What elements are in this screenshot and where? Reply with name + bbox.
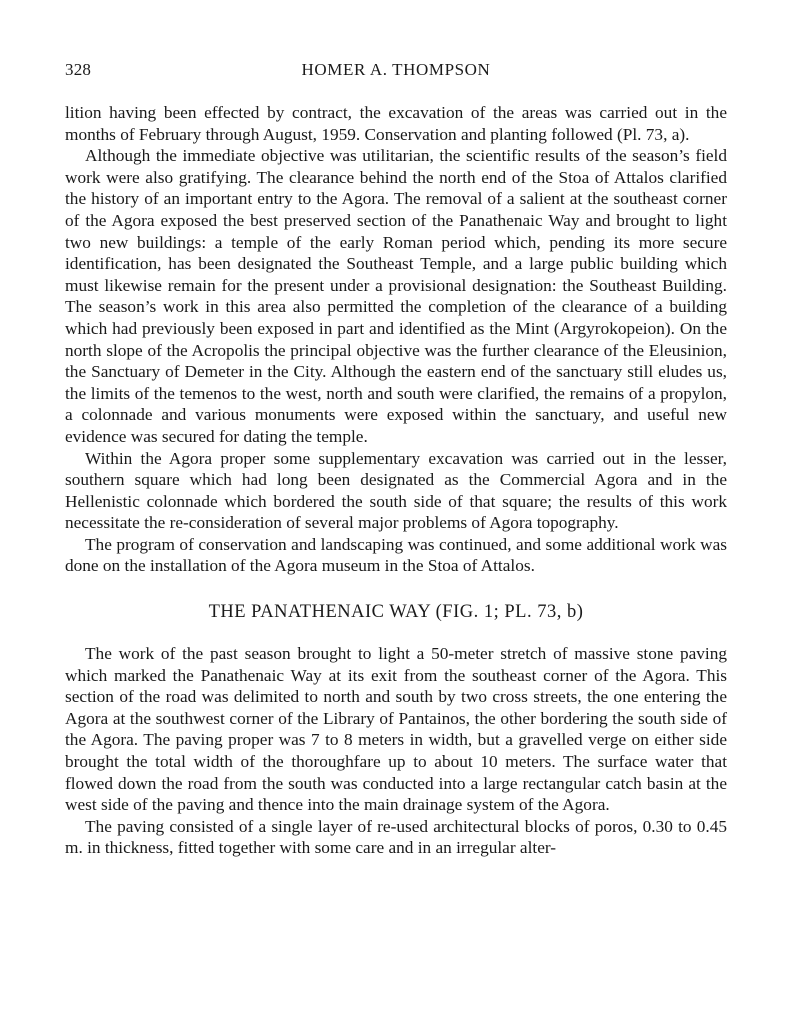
document-page xyxy=(65,56,727,859)
paragraph-agora-proper: Within the Agora proper some supplementary excavation was carried out in the lesser, southern square which had long been designated as the Commercial Agora and in the Hellenistic colonnade which bordered the south side of that square; the results of this work necessitate the re-consideration of several major problems of Agora topography. xyxy=(65,448,727,533)
page-number: 328 xyxy=(65,60,92,79)
paragraph-season-results: Although the immediate objective was utilitarian, the scientific results of the season’s field work were also gratifying. The clearance behind the north end of the Stoa of Attalos clarified the history of an important entry to the Agora. The removal of a salient at the southeast corner of the Agora exposed the best preserved section of the Panathenaic Way and brought to light two new buildings: a temple of the early Roman period which, pending its more secure identification, has been designated the Southeast Temple, and a large public building which must likewise remain for the present under a provisional designation: the Southeast Building. The season’s work in this area also permitted the completion of the clearance of a building which had previously been exposed in part and identified as the Mint (Argyrokopeion). On the north slope of the Acropolis the principal objective was the further clearance of the Eleusinion, the Sanctuary of Demeter in the City. Although the eastern end of the sanctuary still eludes us, the limits of the temenos to the west, north and south were clarified, the remains of a propylon, a colonnade and various monuments were exposed within the sanctuary, and useful new evidence was secured for dating the temple. xyxy=(65,146,727,446)
paragraph-continued: lition having been effected by contract, the excavation of the areas was carried out in the months of February through August, 1959. Conservation and planting followed (Pl. 73, a). xyxy=(65,103,727,144)
section-heading: THE PANATHENAIC WAY (FIG. 1; PL. 73, b) xyxy=(208,602,584,623)
paragraph-paving: The paving consisted of a single layer of re-used architectural blocks of poros, 0.30 to 0.45 m. in thickness, fitted together with some care and in an irregular alter- xyxy=(65,816,727,858)
body-text xyxy=(65,102,727,859)
paragraph-panathenaic-way: The work of the past season brought to light a 50-meter stretch of massive stone paving which marked the Panathenaic Way at its exit from the southeast corner of the Agora. This section of the road was delimited to north and south by two cross streets, the one entering the Agora at the southwest corner of the Library of Pantainos, the other bordering the south side of the Agora. The paving proper was 7 to 8 meters in width, but a gravelled verge on either side brought the total width of the thoroughfare up to about 10 meters. The surface water that flowed down the road from the south was conducted into a large rectangular catch basin at the west side of the paving and thence into the main drainage system of the Agora. xyxy=(65,644,727,815)
running-head xyxy=(65,56,727,84)
running-title: HOMER A. THOMPSON xyxy=(301,60,491,79)
paragraph-conservation: The program of conservation and landscaping was continued, and some additional work was done on the installation of the Agora museum in the Stoa of Attalos. xyxy=(65,534,727,576)
